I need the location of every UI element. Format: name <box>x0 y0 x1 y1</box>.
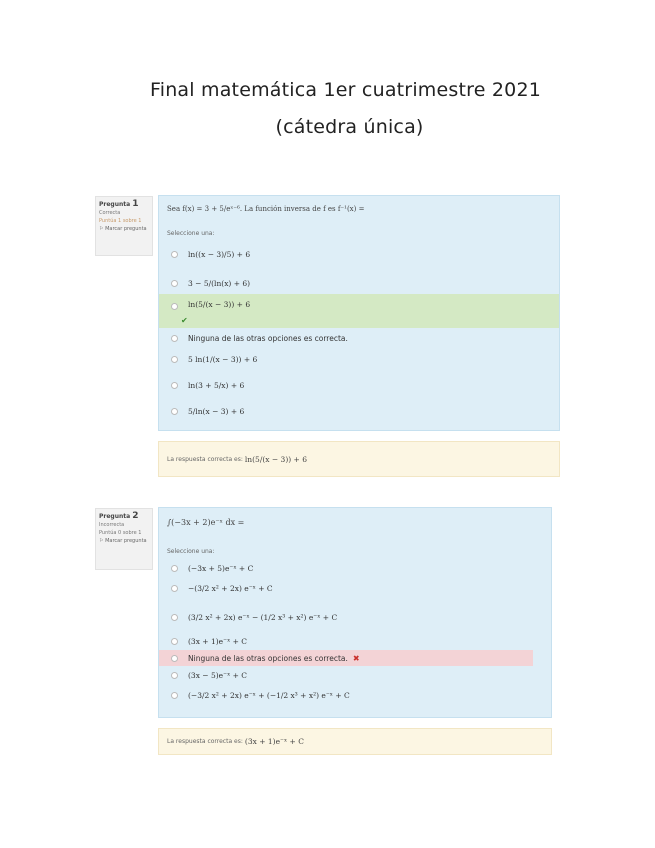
feedback-answer: (3x + 1)e⁻ˣ + C <box>244 737 304 746</box>
feedback-answer: ln(5/(x − 3)) + 6 <box>244 454 307 464</box>
flag-icon: ⚐ <box>99 226 104 232</box>
answer-option-e-selected-incorrect[interactable]: Ninguna de las otras opciones es correcta. ✖ <box>159 650 533 666</box>
question-number: Pregunta 2 <box>99 511 139 521</box>
title-line-1: Final matemática 1er cuatrimestre 2021 <box>149 79 542 101</box>
question-stem: ∫(−3x + 2)e⁻ˣ dx = <box>167 518 245 527</box>
answer-option-g[interactable]: (−3/2 x² + 2x) e⁻ˣ + (−1/2 x³ + x²) e⁻ˣ + C <box>159 688 551 702</box>
radio-button[interactable] <box>171 614 178 621</box>
answer-option-b[interactable]: 3 − 5/(ln(x) + 6) <box>159 276 559 290</box>
answer-option-c[interactable]: (3/2 x² + 2x) e⁻ˣ − (1/2 x³ + x²) e⁻ˣ + C <box>159 610 551 624</box>
radio-button[interactable] <box>171 585 178 592</box>
radio-button[interactable] <box>171 335 178 342</box>
radio-button[interactable] <box>171 692 178 699</box>
answer-option-f[interactable]: ln(3 + 5/x) + 6 <box>159 378 559 392</box>
question-status: Correcta <box>99 210 121 216</box>
answer-option-d[interactable]: (3x + 1)e⁻ˣ + C <box>159 634 551 648</box>
question-1-box <box>158 195 560 431</box>
radio-button[interactable] <box>171 408 178 415</box>
radio-button[interactable] <box>171 638 178 645</box>
question-1-info <box>95 196 153 256</box>
question-2-info <box>95 508 153 570</box>
answer-option-e[interactable]: 5 ln(1/(x − 3)) + 6 <box>159 352 559 366</box>
flag-question-link[interactable]: ⚐ Marcar pregunta <box>99 538 147 544</box>
answer-option-a[interactable]: (−3x + 5)e⁻ˣ + C <box>159 561 551 575</box>
flag-icon: ⚐ <box>99 538 104 544</box>
select-label: Seleccione una: <box>167 230 215 237</box>
question-number: Pregunta 1 <box>99 199 139 209</box>
title-line-2: (cátedra única) <box>275 116 424 138</box>
question-score: Puntúa 1 sobre 1 <box>99 218 142 224</box>
answer-option-c-selected-correct[interactable]: ln(5/(x − 3)) + 6 ✔ <box>159 294 559 328</box>
answer-option-a[interactable]: ln((x − 3)/5) + 6 <box>159 247 559 261</box>
feedback-label: La respuesta correcta es: <box>167 455 243 463</box>
cross-icon: ✖ <box>352 653 360 663</box>
radio-button[interactable] <box>171 280 178 287</box>
answer-option-b[interactable]: −(3/2 x² + 2x) e⁻ˣ + C <box>159 581 551 595</box>
flag-question-link[interactable]: ⚐ Marcar pregunta <box>99 226 147 232</box>
answer-option-g[interactable]: 5/ln(x − 3) + 6 <box>159 404 559 418</box>
feedback-box-2 <box>158 728 552 755</box>
question-stem: Sea f(x) = 3 + 5/eˣ⁻⁶. La función inversa de f es f⁻¹(x) = <box>167 205 365 213</box>
radio-button-selected[interactable] <box>171 303 178 310</box>
radio-button[interactable] <box>171 382 178 389</box>
radio-button[interactable] <box>171 565 178 572</box>
feedback-label: La respuesta correcta es: <box>167 738 243 745</box>
feedback-box-1 <box>158 441 560 477</box>
radio-button[interactable] <box>171 356 178 363</box>
radio-button[interactable] <box>171 251 178 258</box>
question-status: Incorrecta <box>99 522 125 528</box>
select-label: Seleccione una: <box>167 548 215 555</box>
question-score: Puntúa 0 sobre 1 <box>99 530 142 536</box>
radio-button-selected[interactable] <box>171 655 178 662</box>
check-icon: ✔ <box>181 316 188 325</box>
radio-button[interactable] <box>171 672 178 679</box>
question-2-box <box>158 507 552 718</box>
answer-option-f[interactable]: (3x − 5)e⁻ˣ + C <box>159 668 551 682</box>
answer-option-d[interactable]: Ninguna de las otras opciones es correcta. <box>159 331 559 345</box>
